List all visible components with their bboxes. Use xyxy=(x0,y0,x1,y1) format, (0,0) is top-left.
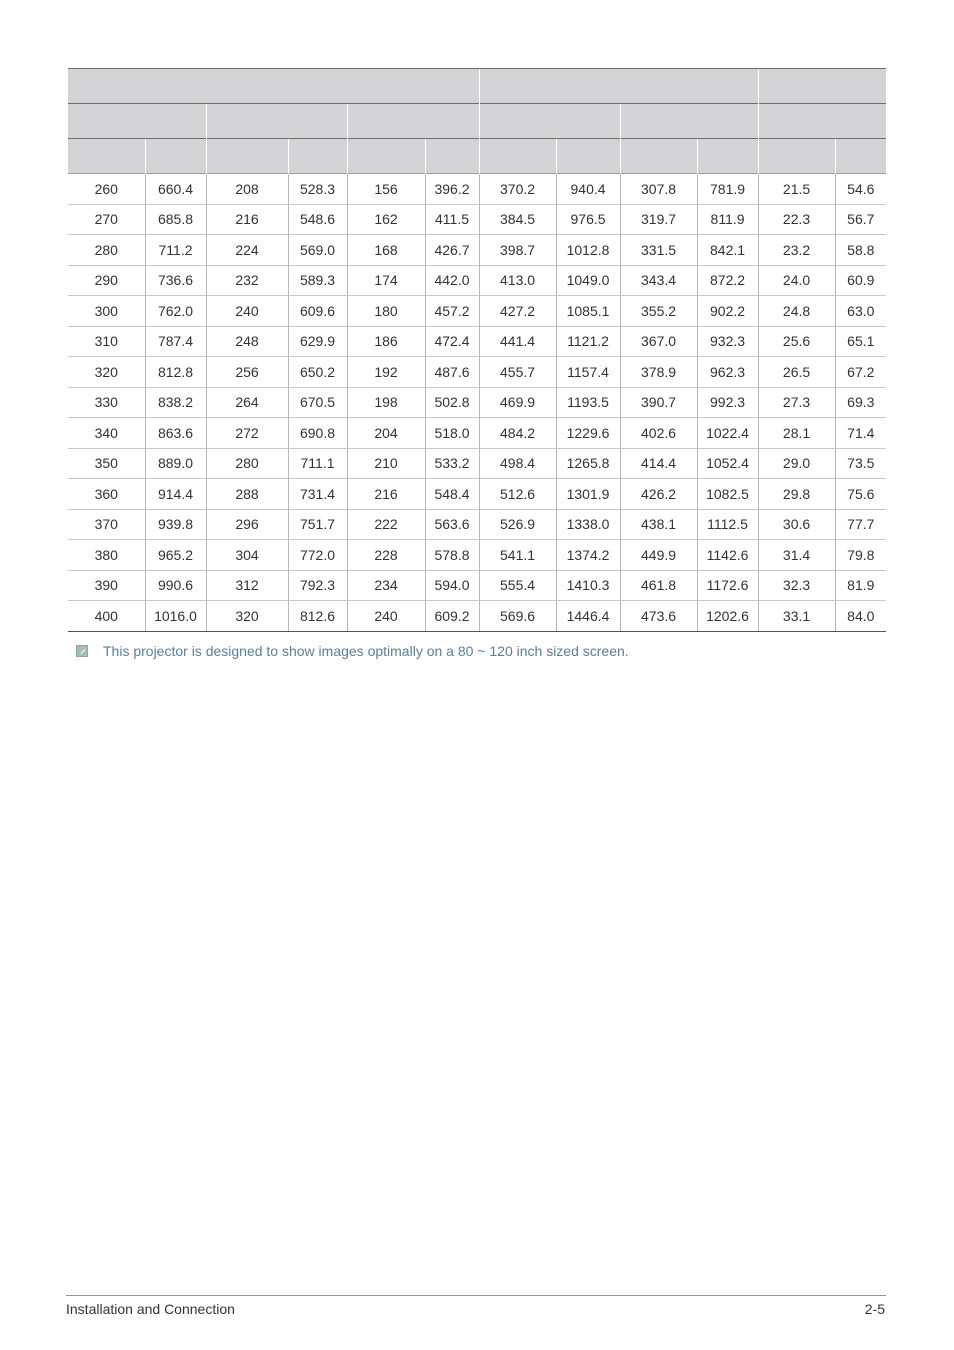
table-cell: 370.2 xyxy=(479,174,556,205)
table-cell: 290 xyxy=(68,265,145,296)
table-cell: 842.1 xyxy=(697,235,758,266)
header-cell xyxy=(620,104,758,139)
header-cell xyxy=(68,104,206,139)
table-cell: 30.6 xyxy=(758,509,835,540)
table-cell: 319.7 xyxy=(620,204,697,235)
table-cell: 518.0 xyxy=(425,418,479,449)
header-cell xyxy=(758,69,886,104)
table-cell: 1012.8 xyxy=(556,235,620,266)
table-cell: 792.3 xyxy=(288,570,347,601)
table-row xyxy=(68,265,886,296)
table-cell: 1112.5 xyxy=(697,509,758,540)
table-header xyxy=(68,69,886,174)
table-cell: 711.2 xyxy=(145,235,206,266)
table-cell: 320 xyxy=(68,357,145,388)
table-cell: 1049.0 xyxy=(556,265,620,296)
table-row xyxy=(68,387,886,418)
table-cell: 73.5 xyxy=(835,448,886,479)
table-cell: 411.5 xyxy=(425,204,479,235)
table-cell: 1446.4 xyxy=(556,601,620,632)
table-cell: 331.5 xyxy=(620,235,697,266)
table-cell: 222 xyxy=(347,509,425,540)
table-row xyxy=(68,296,886,327)
table-cell: 63.0 xyxy=(835,296,886,327)
table-cell: 962.3 xyxy=(697,357,758,388)
table-cell: 390 xyxy=(68,570,145,601)
table-cell: 533.2 xyxy=(425,448,479,479)
table-cell: 21.5 xyxy=(758,174,835,205)
table-cell: 812.8 xyxy=(145,357,206,388)
table-cell: 548.4 xyxy=(425,479,479,510)
header-cell xyxy=(479,69,758,104)
table-row xyxy=(68,540,886,571)
table-cell: 1301.9 xyxy=(556,479,620,510)
table-cell: 280 xyxy=(68,235,145,266)
table-cell: 685.8 xyxy=(145,204,206,235)
table-cell: 457.2 xyxy=(425,296,479,327)
header-cell xyxy=(758,104,886,139)
header-cell xyxy=(206,139,288,174)
table-cell: 380 xyxy=(68,540,145,571)
table-cell: 192 xyxy=(347,357,425,388)
table-cell: 67.2 xyxy=(835,357,886,388)
table-row xyxy=(68,235,886,266)
table-cell: 272 xyxy=(206,418,288,449)
header-cell xyxy=(68,69,479,104)
table-cell: 1265.8 xyxy=(556,448,620,479)
table-cell: 198 xyxy=(347,387,425,418)
header-cell xyxy=(479,104,620,139)
table-cell: 609.6 xyxy=(288,296,347,327)
header-cell xyxy=(68,139,145,174)
table-cell: 1193.5 xyxy=(556,387,620,418)
table-cell: 25.6 xyxy=(758,326,835,357)
table-cell: 1085.1 xyxy=(556,296,620,327)
table-cell: 609.2 xyxy=(425,601,479,632)
table-cell: 77.7 xyxy=(835,509,886,540)
table-cell: 512.6 xyxy=(479,479,556,510)
table-cell: 340 xyxy=(68,418,145,449)
table-cell: 449.9 xyxy=(620,540,697,571)
table-cell: 589.3 xyxy=(288,265,347,296)
table-cell: 360 xyxy=(68,479,145,510)
table-cell: 487.6 xyxy=(425,357,479,388)
projection-distance-table xyxy=(68,68,886,632)
table-cell: 400 xyxy=(68,601,145,632)
table-cell: 23.2 xyxy=(758,235,835,266)
table-cell: 1082.5 xyxy=(697,479,758,510)
table-cell: 54.6 xyxy=(835,174,886,205)
table-cell: 378.9 xyxy=(620,357,697,388)
table-cell: 555.4 xyxy=(479,570,556,601)
table-row xyxy=(68,326,886,357)
table-cell: 350 xyxy=(68,448,145,479)
table-row xyxy=(68,509,886,540)
footer-section-title: Installation and Connection xyxy=(66,1301,235,1317)
table-cell: 569.6 xyxy=(479,601,556,632)
table-cell: 594.0 xyxy=(425,570,479,601)
table-cell: 690.8 xyxy=(288,418,347,449)
table-cell: 670.5 xyxy=(288,387,347,418)
header-row-1 xyxy=(68,69,886,104)
table-cell: 343.4 xyxy=(620,265,697,296)
table-cell: 156 xyxy=(347,174,425,205)
table-cell: 472.4 xyxy=(425,326,479,357)
table-cell: 1374.2 xyxy=(556,540,620,571)
header-cell xyxy=(347,104,479,139)
table-cell: 541.1 xyxy=(479,540,556,571)
table-cell: 312 xyxy=(206,570,288,601)
table-cell: 228 xyxy=(347,540,425,571)
table-cell: 234 xyxy=(347,570,425,601)
table-cell: 1229.6 xyxy=(556,418,620,449)
table-cell: 398.7 xyxy=(479,235,556,266)
table-cell: 811.9 xyxy=(697,204,758,235)
table-cell: 320 xyxy=(206,601,288,632)
table-cell: 413.0 xyxy=(479,265,556,296)
table-cell: 650.2 xyxy=(288,357,347,388)
table-cell: 569.0 xyxy=(288,235,347,266)
table-cell: 484.2 xyxy=(479,418,556,449)
table-cell: 932.3 xyxy=(697,326,758,357)
table-cell: 711.1 xyxy=(288,448,347,479)
table-row xyxy=(68,570,886,601)
table-cell: 60.9 xyxy=(835,265,886,296)
table-cell: 304 xyxy=(206,540,288,571)
table-cell: 965.2 xyxy=(145,540,206,571)
table-cell: 33.1 xyxy=(758,601,835,632)
table-cell: 24.8 xyxy=(758,296,835,327)
table-cell: 441.4 xyxy=(479,326,556,357)
table-cell: 307.8 xyxy=(620,174,697,205)
table-cell: 872.2 xyxy=(697,265,758,296)
table-cell: 563.6 xyxy=(425,509,479,540)
table-cell: 526.9 xyxy=(479,509,556,540)
table-cell: 224 xyxy=(206,235,288,266)
table-cell: 270 xyxy=(68,204,145,235)
table-cell: 528.3 xyxy=(288,174,347,205)
table-cell: 256 xyxy=(206,357,288,388)
header-cell xyxy=(425,139,479,174)
table-cell: 787.4 xyxy=(145,326,206,357)
table-cell: 438.1 xyxy=(620,509,697,540)
footer-page-number: 2-5 xyxy=(864,1301,885,1317)
table-cell: 260 xyxy=(68,174,145,205)
table-cell: 498.4 xyxy=(479,448,556,479)
table-cell: 69.3 xyxy=(835,387,886,418)
table-cell: 27.3 xyxy=(758,387,835,418)
table-row xyxy=(68,448,886,479)
table-cell: 990.6 xyxy=(145,570,206,601)
table-cell: 1202.6 xyxy=(697,601,758,632)
table-cell: 455.7 xyxy=(479,357,556,388)
table-cell: 751.7 xyxy=(288,509,347,540)
table-row xyxy=(68,601,886,632)
table-cell: 838.2 xyxy=(145,387,206,418)
table-cell: 208 xyxy=(206,174,288,205)
header-cell xyxy=(758,139,835,174)
table-cell: 736.6 xyxy=(145,265,206,296)
table-cell: 216 xyxy=(347,479,425,510)
table-cell: 75.6 xyxy=(835,479,886,510)
table-row xyxy=(68,204,886,235)
table-cell: 79.8 xyxy=(835,540,886,571)
header-cell xyxy=(556,139,620,174)
table-cell: 762.0 xyxy=(145,296,206,327)
table-cell: 56.7 xyxy=(835,204,886,235)
table-cell: 1121.2 xyxy=(556,326,620,357)
table-cell: 71.4 xyxy=(835,418,886,449)
table-cell: 1022.4 xyxy=(697,418,758,449)
table-cell: 402.6 xyxy=(620,418,697,449)
table-cell: 781.9 xyxy=(697,174,758,205)
table-body xyxy=(68,174,886,632)
header-cell xyxy=(206,104,347,139)
table-cell: 1338.0 xyxy=(556,509,620,540)
table-cell: 296 xyxy=(206,509,288,540)
table-cell: 280 xyxy=(206,448,288,479)
table-cell: 65.1 xyxy=(835,326,886,357)
table-cell: 461.8 xyxy=(620,570,697,601)
table-cell: 578.8 xyxy=(425,540,479,571)
table-cell: 186 xyxy=(347,326,425,357)
table-cell: 772.0 xyxy=(288,540,347,571)
table-cell: 31.4 xyxy=(758,540,835,571)
table-cell: 84.0 xyxy=(835,601,886,632)
table-cell: 390.7 xyxy=(620,387,697,418)
table-row xyxy=(68,174,886,205)
table-cell: 1157.4 xyxy=(556,357,620,388)
table-cell: 1052.4 xyxy=(697,448,758,479)
table-cell: 240 xyxy=(206,296,288,327)
header-cell xyxy=(288,139,347,174)
table-cell: 426.7 xyxy=(425,235,479,266)
table-cell: 32.3 xyxy=(758,570,835,601)
table-cell: 300 xyxy=(68,296,145,327)
table-cell: 889.0 xyxy=(145,448,206,479)
table-cell: 162 xyxy=(347,204,425,235)
table-cell: 180 xyxy=(347,296,425,327)
table-cell: 288 xyxy=(206,479,288,510)
table-cell: 863.6 xyxy=(145,418,206,449)
table-cell: 731.4 xyxy=(288,479,347,510)
table-cell: 442.0 xyxy=(425,265,479,296)
table-cell: 210 xyxy=(347,448,425,479)
table-row xyxy=(68,418,886,449)
header-cell xyxy=(479,139,556,174)
table-cell: 660.4 xyxy=(145,174,206,205)
header-row-3 xyxy=(68,139,886,174)
table-cell: 248 xyxy=(206,326,288,357)
table-cell: 355.2 xyxy=(620,296,697,327)
table-cell: 976.5 xyxy=(556,204,620,235)
table-cell: 629.9 xyxy=(288,326,347,357)
header-cell xyxy=(145,139,206,174)
table-cell: 24.0 xyxy=(758,265,835,296)
table-cell: 264 xyxy=(206,387,288,418)
table-cell: 469.9 xyxy=(479,387,556,418)
table-cell: 427.2 xyxy=(479,296,556,327)
table-cell: 58.8 xyxy=(835,235,886,266)
table-cell: 174 xyxy=(347,265,425,296)
table-cell: 22.3 xyxy=(758,204,835,235)
table-row xyxy=(68,357,886,388)
table-cell: 29.8 xyxy=(758,479,835,510)
table-cell: 812.6 xyxy=(288,601,347,632)
table-cell: 1142.6 xyxy=(697,540,758,571)
table-cell: 240 xyxy=(347,601,425,632)
note-icon xyxy=(76,645,88,657)
table-cell: 939.8 xyxy=(145,509,206,540)
table-cell: 367.0 xyxy=(620,326,697,357)
table-row xyxy=(68,479,886,510)
table-cell: 914.4 xyxy=(145,479,206,510)
note xyxy=(76,643,629,659)
table-cell: 502.8 xyxy=(425,387,479,418)
table-cell: 28.1 xyxy=(758,418,835,449)
table-cell: 370 xyxy=(68,509,145,540)
footer-divider xyxy=(66,1295,886,1296)
table-cell: 29.0 xyxy=(758,448,835,479)
table-cell: 26.5 xyxy=(758,357,835,388)
table-cell: 940.4 xyxy=(556,174,620,205)
table-cell: 1172.6 xyxy=(697,570,758,601)
table-cell: 548.6 xyxy=(288,204,347,235)
table-cell: 384.5 xyxy=(479,204,556,235)
note-text: This projector is designed to show images optimally on a 80 ~ 120 inch sized screen. xyxy=(103,643,629,659)
table-cell: 81.9 xyxy=(835,570,886,601)
table-cell: 426.2 xyxy=(620,479,697,510)
table-cell: 204 xyxy=(347,418,425,449)
table-cell: 168 xyxy=(347,235,425,266)
table-cell: 414.4 xyxy=(620,448,697,479)
table-cell: 992.3 xyxy=(697,387,758,418)
table-cell: 216 xyxy=(206,204,288,235)
header-cell xyxy=(347,139,425,174)
table-cell: 473.6 xyxy=(620,601,697,632)
table-cell: 232 xyxy=(206,265,288,296)
header-cell xyxy=(697,139,758,174)
table-cell: 330 xyxy=(68,387,145,418)
header-row-2 xyxy=(68,104,886,139)
table-cell: 1016.0 xyxy=(145,601,206,632)
table-cell: 902.2 xyxy=(697,296,758,327)
header-cell xyxy=(835,139,886,174)
table-cell: 396.2 xyxy=(425,174,479,205)
table-cell: 310 xyxy=(68,326,145,357)
table-cell: 1410.3 xyxy=(556,570,620,601)
header-cell xyxy=(620,139,697,174)
